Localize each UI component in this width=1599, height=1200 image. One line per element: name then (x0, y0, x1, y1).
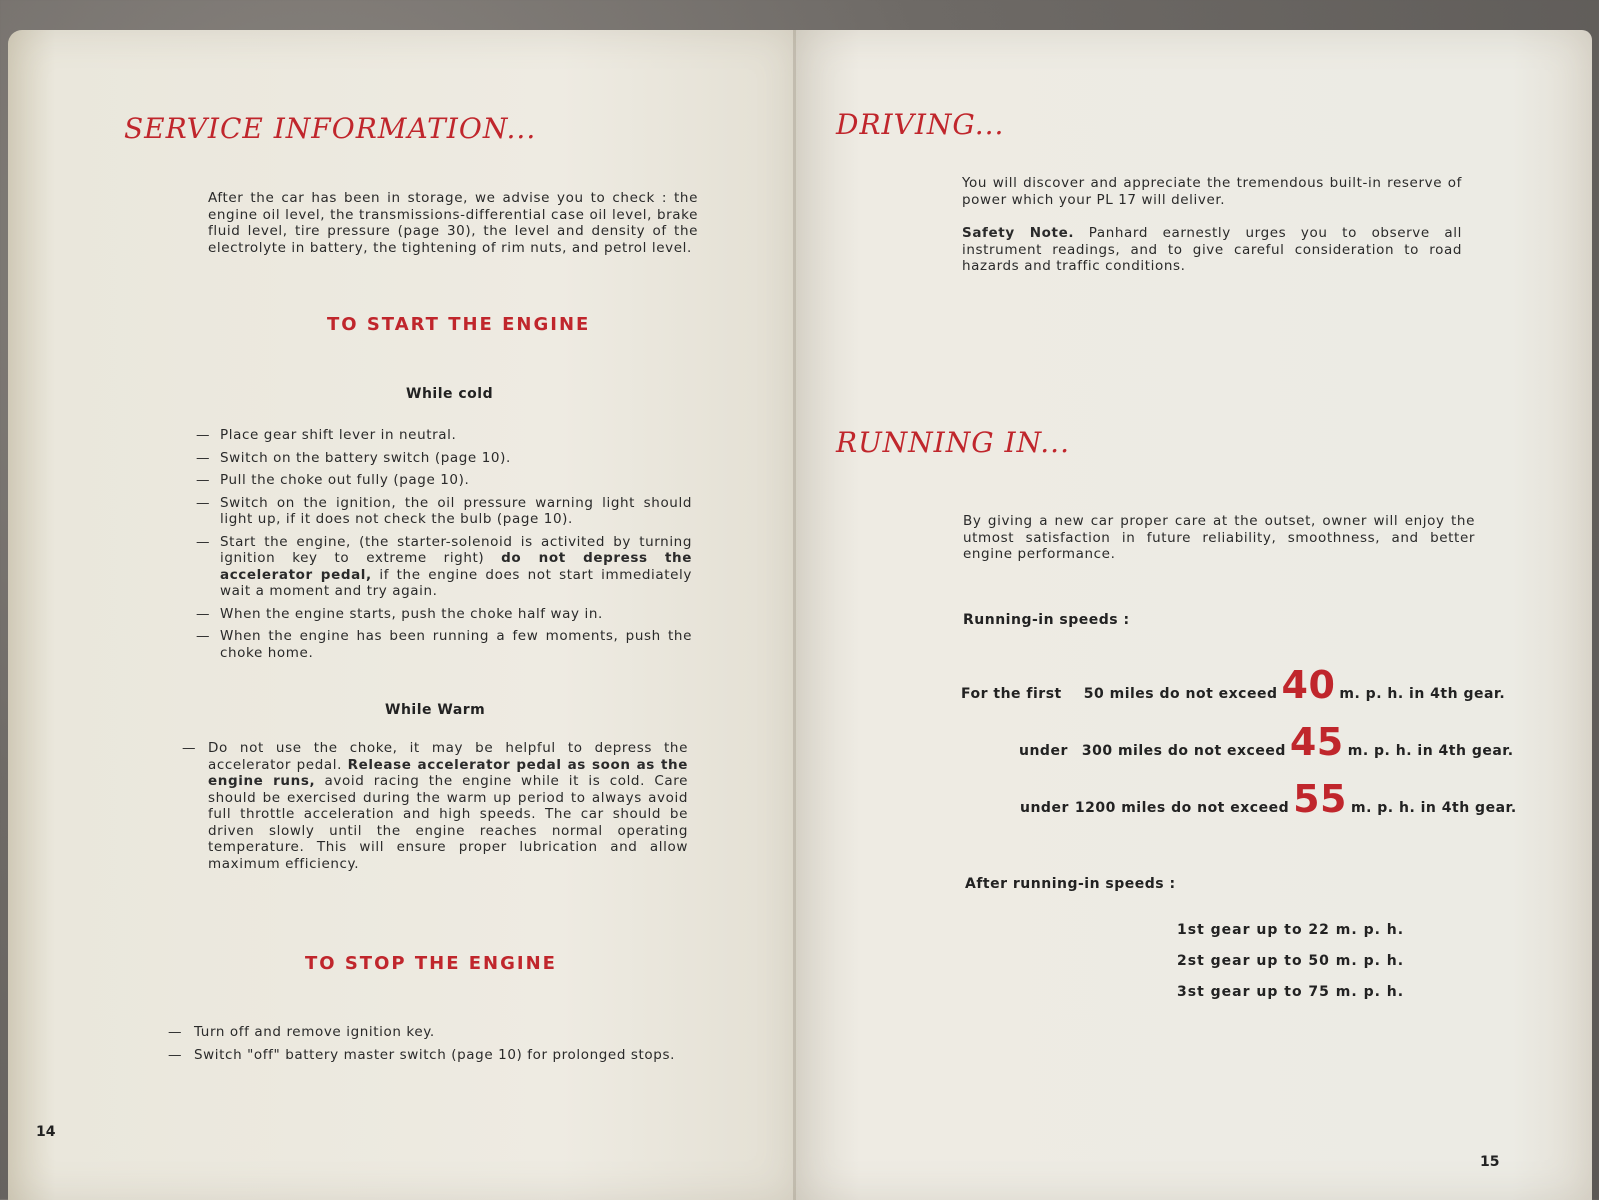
after-running-in-label: After running-in speeds : (965, 876, 1176, 892)
list-item: — Pull the choke out fully (page 10). (196, 472, 470, 488)
service-intro-paragraph: After the car has been in storage, we advise you to check : the engine oil level, the transmissions-differential case oil level, brake fluid level, tire pressure (page 30), the level and density of the electrolyte in battery, the tightening of rim nuts, and petrol level. (208, 190, 698, 256)
while-cold-heading: While cold (406, 386, 494, 402)
list-item: — When the engine has been running a few moments, push the choke home. (196, 628, 692, 661)
list-item: — Switch on the ignition, the oil pressure warning light should light up, if it does not check the bulb (page 10). (196, 494, 692, 527)
while-warm-heading: While Warm (385, 702, 486, 718)
running-in-title: RUNNING IN... (836, 426, 1070, 459)
list-item: — Switch on the battery switch (page 10). (196, 449, 511, 466)
speed-row-1: For the first 50 miles do not exceed 40 m. p. h. in 4th gear. (961, 663, 1506, 707)
cold-steps-list (196, 427, 692, 661)
gear-speed-2: 2st gear up to 50 m. p. h. (1177, 953, 1405, 969)
list-item: — Switch "off" battery master switch (page 10) for prolonged stops. (168, 1046, 675, 1063)
stop-engine-heading: TO STOP THE ENGINE (305, 953, 557, 974)
speed-limit-value: 55 (1293, 777, 1347, 821)
list-item: — Turn off and remove ignition key. (168, 1024, 435, 1040)
list-item: — Place gear shift lever in neutral. (196, 427, 457, 443)
driving-title: DRIVING... (836, 108, 1005, 141)
speed-row-3: under 1200 miles do not exceed 55 m. p. h. in 4th gear. (1020, 777, 1517, 821)
stop-steps-list (168, 1024, 682, 1063)
list-item: — Start the engine, (the starter-solenoid is activited by turning ignition key to extreme right) do not depress the accelerator pedal, if the engine does not start immediately wait a moment and try again. (196, 533, 692, 599)
list-item: — When the engine starts, push the choke half way in. (196, 605, 603, 622)
running-in-paragraph: By giving a new car proper care at the outset, owner will enjoy the utmost satisfaction in future reliability, smoothness, and better engine performance. (963, 513, 1475, 562)
gear-speed-3: 3st gear up to 75 m. p. h. (1177, 984, 1405, 1000)
safety-note-paragraph: Safety Note. Panhard earnestly urges you to observe all instrument readings, and to give careful consideration to road hazards and traffic conditions. (962, 225, 1462, 274)
service-information-title: SERVICE INFORMATION... (124, 112, 537, 145)
book-gutter (793, 30, 796, 1200)
running-in-speeds-label: Running-in speeds : (963, 612, 1130, 628)
speed-limit-value: 40 (1281, 663, 1336, 707)
speed-row-2: under 300 miles do not exceed 45 m. p. h. in 4th gear. (1019, 720, 1514, 764)
warm-steps-list (182, 740, 688, 872)
list-item: — Do not use the choke, it may be helpful to depress the accelerator pedal. Release accelerator pedal as soon as the engine runs, avoid racing the engine while it is cold. Care should be exercised during the warm up period to always avoid full throttle acceleration and high speeds. The car should be driven slowly until the engine reaches normal operating temperature. This will ensure proper lubrication and allow maximum efficiency. (182, 740, 688, 872)
safety-note-label: Safety Note. (962, 225, 1075, 241)
start-engine-heading: TO START THE ENGINE (327, 314, 591, 335)
driving-paragraph: You will discover and appreciate the tremendous built-in reserve of power which your PL 17 will deliver. (962, 175, 1462, 208)
page-number-right: 15 (1480, 1154, 1500, 1170)
speed-limit-value: 45 (1289, 720, 1344, 764)
page-number-left: 14 (36, 1124, 56, 1140)
gear-speed-1: 1st gear up to 22 m. p. h. (1177, 922, 1405, 938)
